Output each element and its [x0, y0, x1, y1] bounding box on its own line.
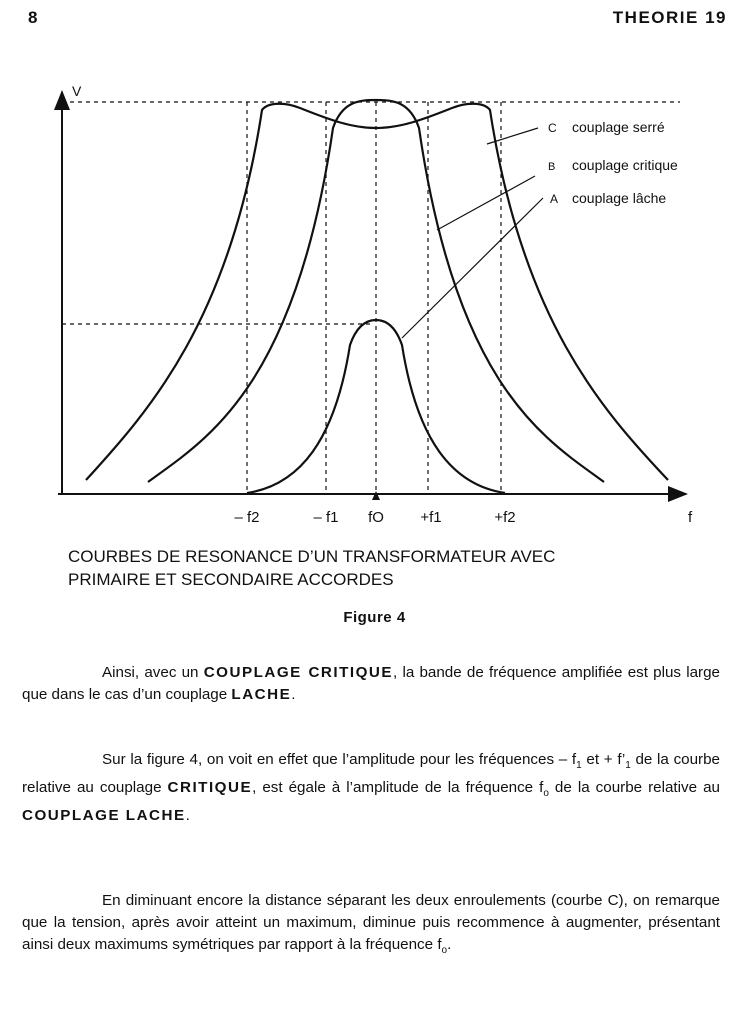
legend-text-a: couplage lâche	[572, 190, 667, 206]
tick-minus-f2: – f2	[234, 509, 260, 526]
x-axis-label: f	[688, 509, 693, 526]
caption-line-2: PRIMAIRE ET SECONDAIRE ACCORDES	[68, 570, 394, 589]
paragraph-1: Ainsi, avec un COUPLAGE CRITIQUE, la bande de fréquence amplifiée est plus large que dans le cas d’un couplage LACHE.	[22, 664, 720, 703]
figure-caption	[68, 545, 728, 591]
legend-letter-c: C	[548, 121, 557, 135]
legend	[548, 119, 678, 206]
legend-text-c: couplage serré	[572, 119, 665, 135]
tick-f0: fO	[368, 509, 384, 526]
running-head: THEORIE 19	[612, 8, 727, 27]
resonance-figure	[0, 70, 749, 540]
y-axis-label: V	[72, 83, 82, 99]
paragraph-3: En diminuant encore la distance séparant les deux enroulements (courbe C), on remarque que la tension, après avoir atteint un maximum, diminue puis recommence à augmenter, présentant ainsi deux maximums symétriques par rapport à la fréquence $f_o$.	[22, 892, 720, 957]
f0-marker	[372, 491, 380, 500]
caption-line-1: COURBES DE RESONANCE D’UN TRANSFORMATEUR AVEC	[68, 547, 556, 566]
legend-letter-a: A	[550, 192, 559, 206]
tick-plus-f1: +f1	[420, 509, 442, 526]
legend-letter-b: B	[548, 161, 556, 173]
tick-minus-f1: – f1	[313, 509, 339, 526]
page-number: 8	[28, 8, 38, 27]
x-ticks	[234, 509, 693, 526]
figure-number: Figure 4	[343, 609, 406, 626]
tick-plus-f2: +f2	[494, 509, 516, 526]
paragraph-2: Sur la figure 4, on voit en effet que l’amplitude pour les fréquences – $f_1$ et + $f’_1$ de la courbe relative au couplage CRITIQUE, est égale à l’amplitude de la fréquence $f_o$ de la courbe relative au COUPLAGE LACHE.	[22, 751, 721, 825]
legend-text-b: couplage critique	[572, 157, 678, 173]
